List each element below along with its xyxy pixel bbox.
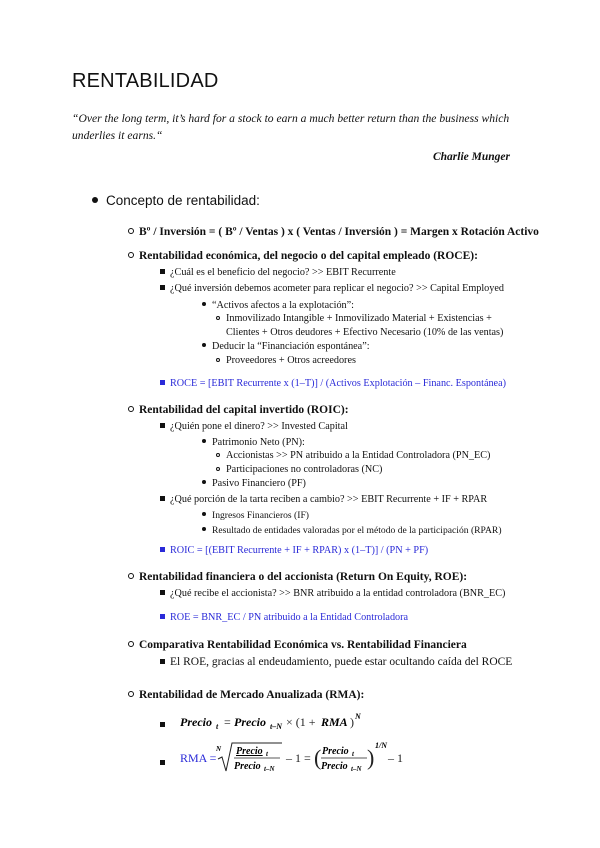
- list-item: Deducir la “Financiación espontánea”:: [202, 341, 370, 352]
- svg-text:t–N: t–N: [270, 722, 282, 731]
- svg-text:): ): [367, 745, 375, 770]
- svg-text:– 1: – 1: [388, 751, 403, 765]
- square-bullet-icon: [160, 547, 165, 552]
- circle-bullet-icon: [216, 453, 220, 457]
- circle-bullet-icon: [216, 316, 220, 320]
- svg-text:– 1 =: – 1 =: [286, 751, 311, 765]
- list-item: Proveedores + Otros acreedores: [216, 355, 356, 366]
- bullet-icon: [202, 343, 206, 347]
- quote-text: “Over the long term, it’s hard for a stock to earn a much better return than the business which underlies it earns.“: [72, 112, 510, 142]
- square-bullet-icon: [160, 659, 165, 664]
- svg-text:Precio: Precio: [234, 715, 266, 729]
- bullet-icon: [202, 439, 206, 443]
- square-bullet-icon: [160, 285, 165, 290]
- bullet-icon: [92, 197, 98, 203]
- roic-formula: ROIC = [(EBIT Recurrente + IF + RPAR) x (1–T)] / (PN + PF): [160, 545, 428, 556]
- formula-2-svg: [180, 737, 403, 779]
- circle-bullet-icon: [216, 358, 220, 362]
- svg-text:=: =: [224, 715, 231, 729]
- square-bullet-icon: [160, 380, 165, 385]
- bullet-icon: [202, 512, 206, 516]
- svg-text:): ): [350, 715, 354, 729]
- list-item: Resultado de entidades valoradas por el método de la participación (RPAR): [202, 525, 502, 536]
- square-bullet-icon: [160, 614, 165, 619]
- square-bullet-icon: [160, 496, 165, 501]
- rma-formula-2-bullet: [160, 753, 170, 771]
- bullet-icon: [202, 527, 206, 531]
- svg-text:1/N: 1/N: [375, 741, 387, 750]
- svg-text:N: N: [355, 712, 361, 721]
- roce-formula: ROCE = [EBIT Recurrente x (1–T)] / (Activos Explotación – Financ. Espontánea): [160, 378, 506, 389]
- list-item: “Activos afectos a la explotación”:: [202, 300, 354, 311]
- list-item: ¿Quién pone el dinero? >> Invested Capital: [160, 421, 348, 432]
- square-bullet-icon: [160, 760, 165, 765]
- rma-formula-2: [180, 737, 403, 779]
- roe-heading: Rentabilidad financiera o del accionista (Return On Equity, ROE):: [128, 571, 467, 583]
- concept-formula: Bº / Inversión = ( Bº / Ventas ) x ( Ventas / Inversión ) = Margen x Rotación Activo: [128, 226, 539, 238]
- square-bullet-icon: [160, 423, 165, 428]
- svg-text:Precio: Precio: [236, 746, 263, 757]
- list-item: Ingresos Financieros (IF): [202, 510, 309, 521]
- circle-bullet-icon: [128, 228, 134, 234]
- svg-text:Precio: Precio: [321, 761, 348, 772]
- bullet-icon: [202, 302, 206, 306]
- svg-text:N: N: [216, 745, 222, 753]
- circle-bullet-icon: [128, 406, 134, 412]
- circle-bullet-icon: [128, 573, 134, 579]
- page-title: RENTABILIDAD: [72, 70, 219, 92]
- list-item: ¿Qué porción de la tarta reciben a cambio? >> EBIT Recurrente + IF + RPAR: [160, 494, 487, 505]
- list-item: ¿Qué inversión debemos acometer para replicar el negocio? >> Capital Employed: [160, 283, 504, 294]
- roe-formula: ROE = BNR_EC / PN atribuido a la Entidad Controladora: [160, 612, 408, 623]
- svg-text:× (1 +: × (1 +: [286, 715, 316, 729]
- square-bullet-icon: [160, 722, 165, 727]
- comparativa-heading: Comparativa Rentabilidad Económica vs. Rentabilidad Financiera: [128, 639, 467, 651]
- bullet-icon: [202, 480, 206, 484]
- circle-bullet-icon: [216, 467, 220, 471]
- svg-text:t: t: [216, 722, 219, 731]
- svg-text:t: t: [352, 750, 354, 758]
- square-bullet-icon: [160, 269, 165, 274]
- concept-heading: Concepto de rentabilidad:: [92, 193, 260, 208]
- circle-bullet-icon: [128, 691, 134, 697]
- svg-text:Precio: Precio: [322, 746, 349, 757]
- quote-author: Charlie Munger: [432, 151, 510, 163]
- rma-formula-1: [180, 708, 380, 734]
- circle-bullet-icon: [128, 641, 134, 647]
- svg-text:(: (: [314, 745, 322, 770]
- svg-text:t: t: [266, 750, 268, 758]
- rma-formula-1-bullet: [160, 715, 170, 733]
- square-bullet-icon: [160, 590, 165, 595]
- svg-text:RMA: RMA: [321, 715, 348, 729]
- svg-text:Precio: Precio: [180, 715, 212, 729]
- formula-1-svg: [180, 708, 380, 734]
- list-item-continuation: Clientes + Otros deudores + Efectivo Necesario (10% de las ventas): [226, 327, 504, 338]
- circle-bullet-icon: [128, 252, 134, 258]
- list-item: Pasivo Financiero (PF): [202, 478, 306, 489]
- list-item: ¿Qué recibe el accionista? >> BNR atribuido a la entidad controladora (BNR_EC): [160, 588, 505, 599]
- list-item: Participaciones no controladoras (NC): [216, 464, 382, 475]
- list-item: Accionistas >> PN atribuido a la Entidad Controladora (PN_EC): [216, 450, 490, 461]
- rma-heading: Rentabilidad de Mercado Anualizada (RMA):: [128, 689, 364, 701]
- svg-text:t–N: t–N: [264, 765, 275, 773]
- svg-text:Precio: Precio: [234, 761, 261, 772]
- list-item: El ROE, gracias al endeudamiento, puede estar ocultando caída del ROCE: [160, 656, 512, 668]
- roic-heading: Rentabilidad del capital invertido (ROIC):: [128, 404, 349, 416]
- roce-heading: Rentabilidad económica, del negocio o del capital empleado (ROCE):: [128, 250, 478, 262]
- list-item: ¿Cuál es el beneficio del negocio? >> EBIT Recurrente: [160, 267, 396, 278]
- formula-2-label: RMA =: [180, 751, 217, 765]
- svg-text:t–N: t–N: [351, 765, 362, 773]
- list-item: Inmovilizado Intangible + Inmovilizado Material + Existencias +: [216, 313, 492, 324]
- list-item: Patrimonio Neto (PN):: [202, 437, 305, 448]
